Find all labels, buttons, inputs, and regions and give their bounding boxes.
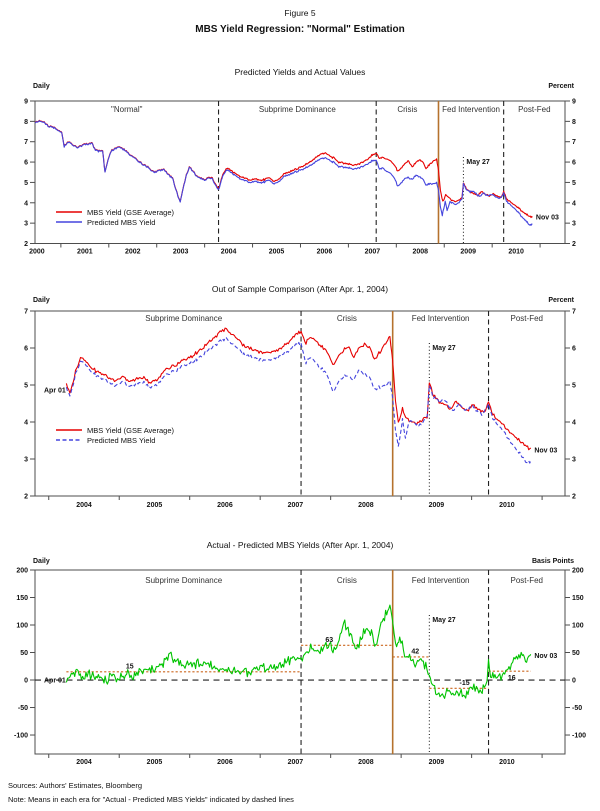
x-tick-label: 2005 bbox=[268, 248, 285, 256]
y-tick-label: 0 bbox=[24, 677, 28, 685]
x-tick-label: 2009 bbox=[428, 502, 445, 509]
footer-sources: Sources: Authors' Estimates, Bloomberg bbox=[8, 781, 142, 790]
y-tick-label: 4 bbox=[572, 200, 576, 208]
x-tick-label: 2007 bbox=[364, 248, 381, 256]
x-tick-label: 2002 bbox=[124, 248, 141, 256]
legend-label: Predicted MBS Yield bbox=[87, 217, 156, 227]
y-tick-label: 50 bbox=[572, 650, 580, 658]
legend-label: MBS Yield (GSE Average) bbox=[87, 207, 174, 217]
y-tick-label: 2 bbox=[24, 493, 28, 501]
y-tick-label: 2 bbox=[572, 241, 576, 248]
x-tick-label: 2010 bbox=[499, 502, 515, 509]
chart2-left-unit-label: Daily bbox=[33, 297, 50, 304]
x-tick-label: 2008 bbox=[358, 502, 374, 509]
chart-1 bbox=[24, 99, 576, 256]
era-label: Crisis bbox=[336, 576, 357, 585]
y-tick-label: 100 bbox=[16, 622, 28, 630]
x-tick-label: 2005 bbox=[146, 502, 163, 509]
y-tick-label: -100 bbox=[13, 732, 28, 740]
y-tick-label: 5 bbox=[572, 179, 576, 187]
era-mean-value: 16 bbox=[507, 675, 516, 683]
y-tick-label: 4 bbox=[24, 200, 28, 208]
x-tick-label: 2006 bbox=[316, 248, 333, 256]
chart1-left-unit-label: Daily bbox=[33, 83, 50, 90]
figure-label: Figure 5 bbox=[284, 8, 316, 18]
x-tick-label: 2004 bbox=[220, 248, 237, 256]
y-tick-label: 5 bbox=[572, 382, 576, 390]
x-tick-label: 2010 bbox=[499, 759, 515, 766]
era-label: Post-Fed bbox=[518, 105, 551, 114]
era-label: Subprime Dominance bbox=[145, 314, 223, 323]
y-tick-label: 7 bbox=[572, 308, 576, 316]
figure-title: MBS Yield Regression: "Normal" Estimation bbox=[195, 24, 405, 35]
y-tick-label: 3 bbox=[24, 456, 28, 464]
x-tick-label: 2001 bbox=[77, 248, 93, 256]
x-tick-label: 2004 bbox=[76, 759, 92, 766]
y-tick-label: 9 bbox=[24, 98, 28, 106]
x-tick-label: 2007 bbox=[287, 502, 304, 509]
era-mean-value: -15 bbox=[459, 679, 470, 687]
chart-3 bbox=[14, 568, 586, 767]
y-tick-label: 6 bbox=[572, 159, 576, 167]
x-tick-label: 2000 bbox=[29, 248, 45, 256]
era-label: Fed Intervention bbox=[442, 105, 500, 114]
y-tick-label: 9 bbox=[572, 98, 576, 106]
era-mean-value: 42 bbox=[411, 648, 420, 656]
series-start-label: Apr 01 bbox=[44, 387, 66, 395]
era-label: Subprime Dominance bbox=[145, 576, 223, 585]
chart3-right-unit-label: Basis Points bbox=[531, 558, 574, 565]
y-tick-label: -50 bbox=[572, 705, 583, 713]
era-label: Fed Intervention bbox=[411, 576, 470, 585]
x-tick-label: 2009 bbox=[428, 759, 445, 766]
y-tick-label: -50 bbox=[17, 705, 28, 713]
y-tick-label: 6 bbox=[24, 345, 28, 353]
era-label: Post-Fed bbox=[510, 314, 543, 323]
y-tick-label: 8 bbox=[24, 118, 28, 126]
legend-label: MBS Yield (GSE Average) bbox=[87, 425, 174, 435]
y-tick-label: 5 bbox=[24, 382, 28, 390]
y-tick-label: 6 bbox=[24, 159, 28, 167]
era-label: Crisis bbox=[336, 314, 357, 323]
y-tick-label: 4 bbox=[24, 419, 28, 427]
x-tick-label: 2008 bbox=[358, 759, 374, 766]
y-tick-label: 0 bbox=[572, 677, 576, 685]
x-tick-label: 2008 bbox=[412, 248, 429, 256]
chart-2 bbox=[24, 309, 576, 510]
y-tick-label: -100 bbox=[572, 732, 587, 740]
x-tick-label: 2009 bbox=[460, 248, 476, 256]
era-mean-value: 63 bbox=[325, 636, 334, 644]
era-mean-value: 15 bbox=[125, 663, 134, 671]
chart1-right-unit-label: Percent bbox=[548, 83, 574, 90]
y-tick-label: 2 bbox=[24, 241, 28, 248]
y-tick-label: 100 bbox=[572, 622, 584, 630]
y-tick-label: 6 bbox=[572, 345, 576, 353]
legend-label: Predicted MBS Yield bbox=[87, 435, 156, 445]
y-tick-label: 150 bbox=[572, 595, 584, 603]
x-tick-label: 2005 bbox=[146, 759, 163, 766]
y-tick-label: 7 bbox=[572, 139, 576, 147]
era-label: Crisis bbox=[397, 105, 418, 114]
x-tick-label: 2007 bbox=[287, 759, 304, 766]
era-label: "Normal" bbox=[111, 105, 143, 114]
y-tick-label: 200 bbox=[16, 567, 28, 575]
x-tick-label: 2006 bbox=[217, 759, 233, 766]
chart3-left-unit-label: Daily bbox=[33, 558, 50, 565]
plot-frame bbox=[35, 570, 565, 754]
x-tick-label: 2003 bbox=[172, 248, 189, 256]
y-tick-label: 8 bbox=[572, 118, 576, 126]
may27-label: May 27 bbox=[466, 159, 490, 166]
chart1-title: Predicted Yields and Actual Values bbox=[234, 67, 366, 77]
chart2-title: Out of Sample Comparison (After Apr. 1, 2004) bbox=[211, 284, 389, 294]
y-tick-label: 2 bbox=[572, 493, 576, 501]
y-tick-label: 4 bbox=[572, 419, 576, 427]
era-label: Subprime Dominance bbox=[258, 105, 336, 114]
series-end-label: Nov 03 bbox=[534, 652, 558, 660]
series-end-label: Nov 03 bbox=[535, 214, 559, 222]
y-tick-label: 50 bbox=[20, 650, 28, 658]
x-tick-label: 2006 bbox=[217, 502, 233, 509]
plot-frame bbox=[35, 311, 565, 496]
y-tick-label: 5 bbox=[24, 179, 28, 187]
series-start-label: Apr 01 bbox=[44, 677, 66, 685]
series-end-label: Nov 03 bbox=[534, 447, 558, 455]
y-tick-label: 7 bbox=[24, 139, 28, 147]
y-tick-label: 200 bbox=[572, 567, 584, 575]
y-tick-label: 150 bbox=[16, 595, 28, 603]
chart2-right-unit-label: Percent bbox=[548, 297, 574, 304]
era-label: Post-Fed bbox=[510, 576, 543, 585]
footer-note: Note: Means in each era for "Actual - Predicted MBS Yields" indicated by dashed lines bbox=[8, 795, 294, 804]
y-tick-label: 3 bbox=[572, 456, 576, 464]
y-tick-label: 3 bbox=[572, 220, 576, 228]
may27-label: May 27 bbox=[432, 617, 456, 624]
x-tick-label: 2004 bbox=[76, 502, 92, 509]
y-tick-label: 7 bbox=[24, 308, 28, 316]
y-tick-label: 3 bbox=[24, 220, 28, 228]
x-tick-label: 2010 bbox=[508, 248, 524, 256]
era-label: Fed Intervention bbox=[411, 314, 470, 323]
chart3-title: Actual - Predicted MBS Yields (After Apr. 1, 2004) bbox=[206, 540, 394, 550]
may27-label: May 27 bbox=[432, 345, 456, 352]
